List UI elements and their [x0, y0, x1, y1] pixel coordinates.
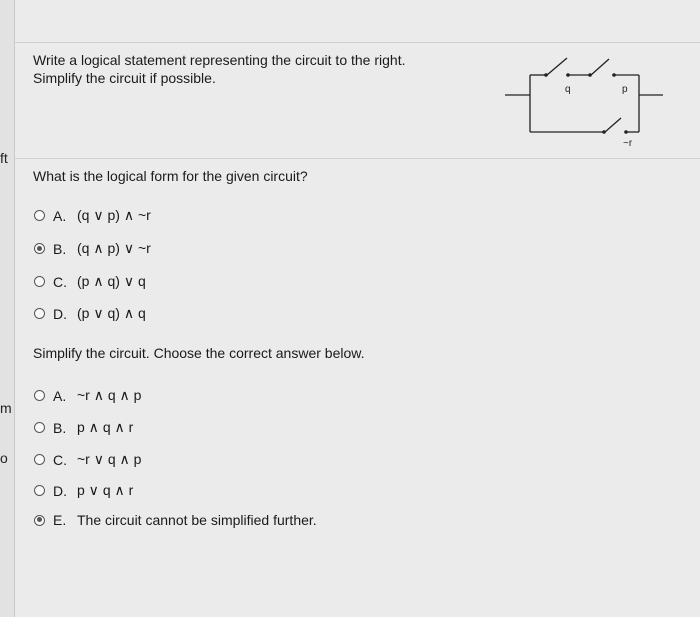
switch-contact: [544, 73, 548, 77]
part2-option-a[interactable]: [34, 387, 141, 404]
part2-option-b[interactable]: [34, 419, 133, 436]
question-line-1: Write a logical statement representing the circuit to the right.: [33, 52, 406, 68]
option-letter: C.: [53, 273, 67, 290]
edge-fragment: ft: [0, 150, 8, 166]
switch-p: [591, 59, 609, 75]
part2-option-e[interactable]: [34, 512, 317, 528]
option-letter: A.: [53, 387, 67, 404]
option-letter: E.: [53, 512, 67, 528]
switch-contact: [588, 73, 592, 77]
radio-button-selected[interactable]: [34, 243, 45, 254]
radio-button[interactable]: [34, 308, 45, 319]
radio-button-selected[interactable]: [34, 515, 45, 526]
radio-button[interactable]: [34, 454, 45, 465]
switch-contact: [566, 73, 570, 77]
part1-option-c[interactable]: [34, 273, 146, 290]
option-letter: D.: [53, 305, 67, 322]
option-text: ~r ∧ q ∧ p: [77, 387, 142, 403]
option-letter: A.: [53, 207, 67, 224]
switch-q: [547, 58, 567, 75]
radio-button[interactable]: [34, 276, 45, 287]
option-text: p ∨ q ∧ r: [77, 482, 134, 498]
part1-option-a[interactable]: [34, 207, 151, 224]
part1-option-d[interactable]: [34, 305, 146, 322]
option-text: (p ∧ q) ∨ q: [77, 273, 146, 289]
switch-r: [605, 118, 621, 132]
edge-fragment: o: [0, 450, 8, 466]
switch-label-r: ~r: [623, 138, 633, 149]
radio-button[interactable]: [34, 485, 45, 496]
option-text: ~r ∨ q ∧ p: [77, 451, 142, 467]
part2-option-c[interactable]: [34, 451, 141, 468]
part2-prompt: Simplify the circuit. Choose the correct answer below.: [33, 345, 365, 361]
part1-prompt: What is the logical form for the given circuit?: [33, 168, 308, 184]
option-text: p ∧ q ∧ r: [77, 419, 134, 435]
option-text: (q ∧ p) ∨ ~r: [77, 240, 151, 256]
radio-button[interactable]: [34, 422, 45, 433]
left-panel-edge: [0, 0, 15, 617]
edge-fragment: m: [0, 400, 12, 416]
option-letter: B.: [53, 419, 67, 436]
circuit-diagram: [505, 50, 675, 149]
option-text: (p ∨ q) ∧ q: [77, 305, 146, 321]
switch-label-p: p: [622, 84, 628, 95]
switch-contact: [602, 130, 606, 134]
part1-option-b[interactable]: [34, 240, 151, 257]
switch-contact: [612, 73, 616, 77]
option-letter: B.: [53, 240, 67, 257]
radio-button[interactable]: [34, 210, 45, 221]
switch-contact: [624, 130, 628, 134]
radio-button[interactable]: [34, 390, 45, 401]
top-divider: [14, 42, 700, 43]
switch-label-q: q: [565, 84, 571, 95]
option-letter: D.: [53, 482, 67, 499]
option-letter: C.: [53, 451, 67, 468]
option-text: The circuit cannot be simplified further.: [77, 512, 317, 528]
part2-option-d[interactable]: [34, 482, 133, 499]
option-text: (q ∨ p) ∧ ~r: [77, 207, 151, 223]
question-line-2: Simplify the circuit if possible.: [33, 70, 216, 86]
mid-divider: [14, 158, 700, 159]
